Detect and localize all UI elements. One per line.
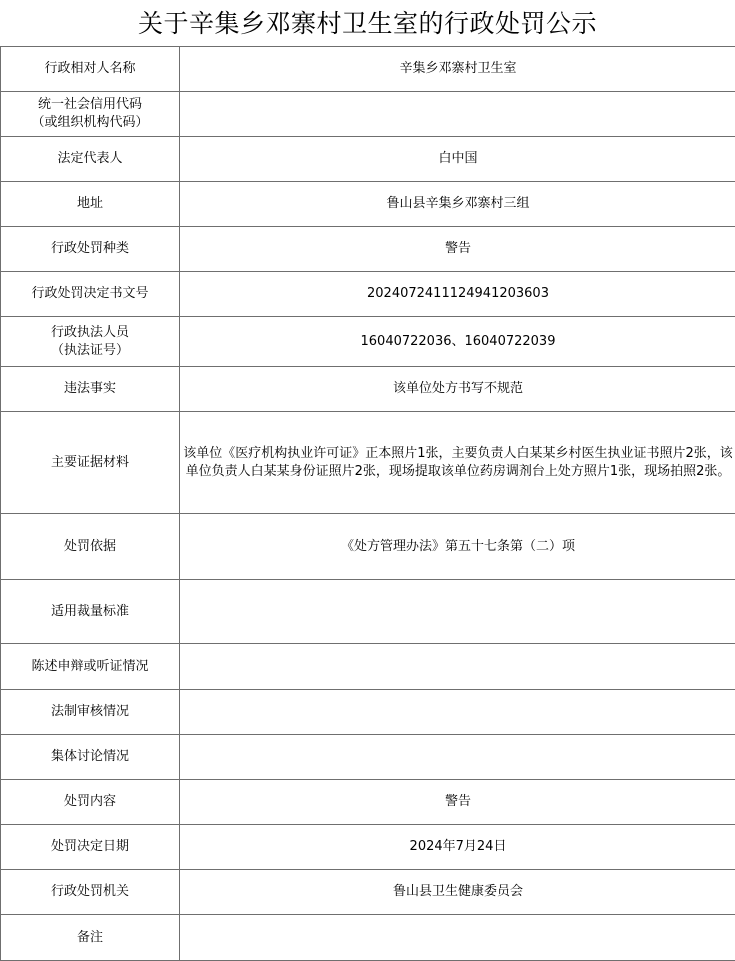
row-label-penalty-content: 处罚内容 [1, 780, 180, 825]
table-row [1, 690, 735, 735]
page-title: 关于辛集乡邓寨村卫生室的行政处罚公示 [0, 0, 735, 46]
row-label-remarks: 备注 [1, 915, 180, 961]
row-label-officers-line2: （执法证号） [3, 342, 177, 360]
row-label-evidence: 主要证据材料 [1, 412, 180, 514]
row-value-remarks [180, 915, 735, 961]
table-row [1, 825, 735, 870]
table-row [1, 412, 735, 514]
row-label-penalty-type: 行政处罚种类 [1, 227, 180, 272]
table-row [1, 47, 735, 92]
table-row [1, 182, 735, 227]
row-value-legal-review [180, 690, 735, 735]
row-label-party-name: 行政相对人名称 [1, 47, 180, 92]
row-value-legal-basis: 《处方管理办法》第五十七条第（二）项 [180, 514, 735, 580]
table-row [1, 580, 735, 644]
row-value-facts: 该单位处方书写不规范 [180, 367, 735, 412]
row-value-hearing [180, 644, 735, 690]
table-row [1, 317, 735, 367]
penalty-info-table [0, 46, 735, 961]
row-label-officers [1, 317, 180, 367]
row-label-legal-basis: 处罚依据 [1, 514, 180, 580]
row-label-credit-code [1, 92, 180, 137]
table-row [1, 137, 735, 182]
row-value-authority: 鲁山县卫生健康委员会 [180, 870, 735, 915]
row-label-officers-line1: 行政执法人员 [3, 324, 177, 342]
row-label-decision-date: 处罚决定日期 [1, 825, 180, 870]
row-value-penalty-type: 警告 [180, 227, 735, 272]
row-label-authority: 行政处罚机关 [1, 870, 180, 915]
row-label-discretion-standard: 适用裁量标准 [1, 580, 180, 644]
table-row [1, 92, 735, 137]
row-value-decision-date: 2024年7月24日 [180, 825, 735, 870]
row-label-legal-rep: 法定代表人 [1, 137, 180, 182]
table-row [1, 870, 735, 915]
row-value-officers: 16040722036、16040722039 [180, 317, 735, 367]
row-label-address: 地址 [1, 182, 180, 227]
row-label-credit-code-line1: 统一社会信用代码 [3, 96, 177, 114]
table-row [1, 367, 735, 412]
row-value-discretion-standard [180, 580, 735, 644]
row-label-decision-number: 行政处罚决定书文号 [1, 272, 180, 317]
row-label-facts: 违法事实 [1, 367, 180, 412]
table-row [1, 644, 735, 690]
row-value-group-discussion [180, 735, 735, 780]
table-row [1, 780, 735, 825]
table-row [1, 915, 735, 961]
table-row [1, 514, 735, 580]
table-row [1, 227, 735, 272]
row-value-address: 鲁山县辛集乡邓寨村三组 [180, 182, 735, 227]
row-value-penalty-content: 警告 [180, 780, 735, 825]
table-row [1, 735, 735, 780]
row-label-legal-review: 法制审核情况 [1, 690, 180, 735]
row-value-decision-number: 20240724111249412036​03 [180, 272, 735, 317]
table-row [1, 272, 735, 317]
row-value-credit-code [180, 92, 735, 137]
row-label-credit-code-line2: （或组织机构代码） [3, 114, 177, 132]
row-value-legal-rep: 白中国 [180, 137, 735, 182]
row-label-group-discussion: 集体讨论情况 [1, 735, 180, 780]
row-value-party-name: 辛集乡邓寨村卫生室 [180, 47, 735, 92]
row-value-evidence: 该单位《医疗机构执业许可证》正本照片1张，主要负责人白某某乡村医生执业证书照片2张，该单位负责人白某某身份证照片2张，现场提取该单位药房调剂台上处方照片1张，现场拍照2张。 [180, 412, 735, 514]
row-label-hearing: 陈述申辩或听证情况 [1, 644, 180, 690]
